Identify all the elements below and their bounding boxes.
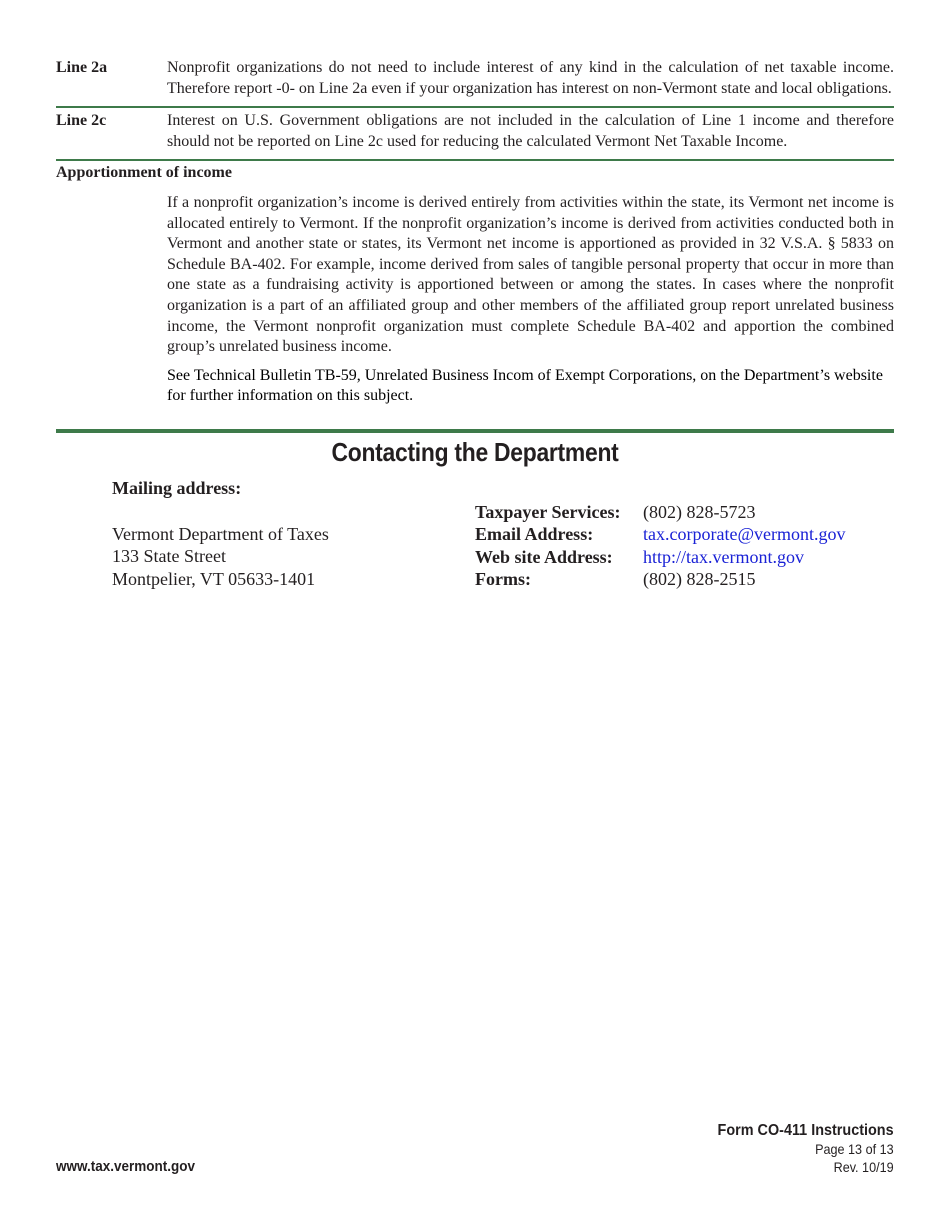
mailing-address	[112, 523, 329, 591]
line-2a-entry	[56, 58, 894, 106]
contact-section	[56, 468, 894, 608]
footer-form-info	[698, 1121, 894, 1176]
divider	[56, 106, 894, 108]
address-line: 133 State Street	[112, 546, 226, 567]
line-2a-text: Nonprofit organizations do not need to include interest of any kind in the calculation of net taxable income. Therefore report -0- on Line 2a even if your organization has interest on non-Vermont state and local obligations.	[167, 59, 894, 97]
contact-label: Taxpayer Services:	[475, 501, 621, 522]
website-link[interactable]: http://tax.vermont.gov	[643, 546, 804, 567]
mailing-address-label: Mailing address:	[112, 477, 242, 498]
address-line: Montpelier, VT 05633-1401	[112, 568, 316, 589]
apportionment-body	[167, 193, 894, 407]
email-link[interactable]: tax.corporate@vermont.gov	[643, 524, 846, 545]
contact-forms	[475, 568, 846, 591]
contact-website	[475, 546, 846, 569]
footer-website: www.tax.vermont.gov	[56, 1158, 196, 1175]
contact-list	[475, 501, 846, 591]
line-2c-entry	[56, 109, 894, 159]
contact-label: Email Address:	[475, 524, 594, 545]
technical-bulletin-paragraph: See Technical Bulletin TB-59, Unrelated Business Incom of Exempt Corporations, on the Department’s website for further information on this subject.	[167, 366, 883, 405]
instructions-body	[56, 58, 894, 608]
line-2a-label: Line 2a	[56, 59, 108, 76]
footer-form-name: Form CO-411 Instructions	[717, 1122, 894, 1139]
line-2c-text: Interest on U.S. Government obligations are not included in the calculation of Line 1 income and therefore should not be reported on Line 2c used for reducing the calculated Vermont Net Taxable Income.	[167, 112, 894, 150]
line-2c-label: Line 2c	[56, 112, 107, 129]
contact-taxpayer-services	[475, 501, 846, 524]
forms-phone: (802) 828-2515	[643, 569, 756, 590]
divider	[56, 159, 894, 161]
taxpayer-services-phone: (802) 828-5723	[643, 501, 756, 522]
contact-email	[475, 523, 846, 546]
footer-page-number: Page 13 of 13	[815, 1141, 894, 1157]
address-line: Vermont Department of Taxes	[112, 523, 329, 544]
footer-revision: Rev. 10/19	[833, 1159, 894, 1175]
contact-label: Web site Address:	[475, 546, 613, 567]
section-divider	[56, 429, 894, 433]
contact-section-title: Contacting the Department	[331, 436, 619, 467]
contact-label: Forms:	[475, 569, 531, 590]
apportionment-heading: Apportionment of income	[56, 164, 232, 181]
apportionment-paragraph: If a nonprofit organization’s income is derived entirely from activities within the state, its Vermont net income is allocated entirely to Vermont. If the nonprofit organization’s income is derived from activities conducted both in Vermont and another state or states, its Vermont net income is apportioned as provided in 32 V.S.A. § 5833 on Schedule BA-402. For example, income derived from sales of tangible personal property that occur in more than one state as a fundraising activity is apportioned between or among the states. In cases where the nonprofit organization is a part of an affiliated group and other members of the affiliated group report unrelated business income, the Vermont nonprofit organization must complete Schedule BA-402 and apportion the combined group’s unrelated business income.	[167, 194, 894, 356]
